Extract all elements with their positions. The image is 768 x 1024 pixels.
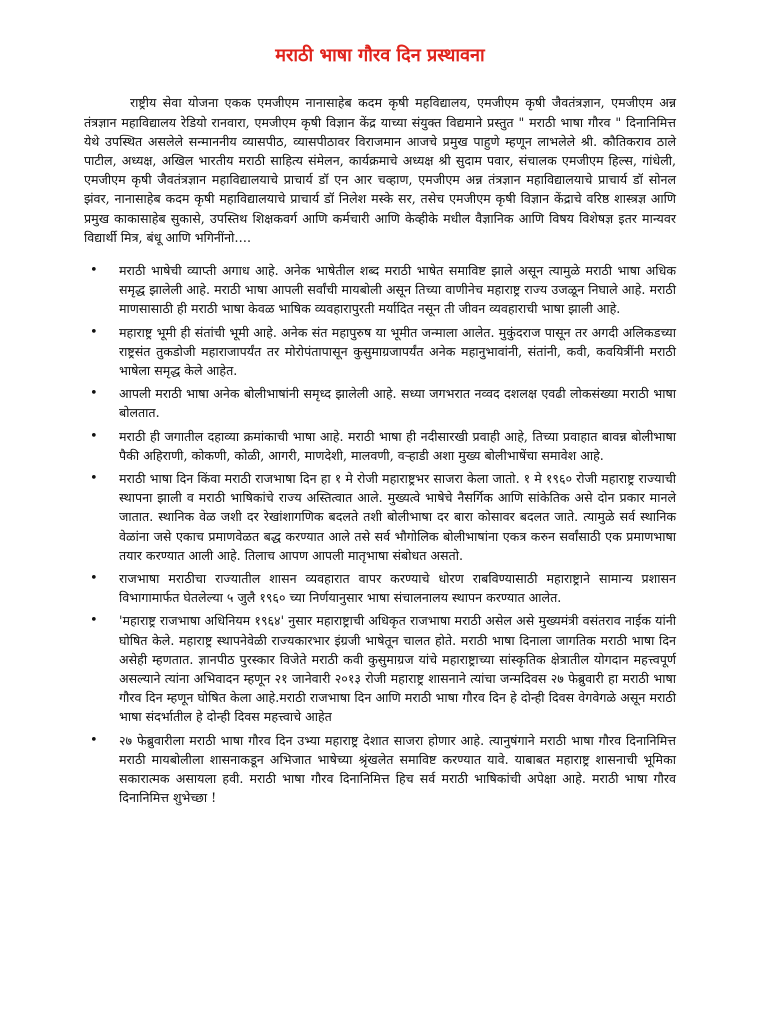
list-item-text: महाराष्ट्र भूमी ही संतांची भूमी आहे. अनेक संत महापुरुष या भूमीत जन्माला आलेत. मुकुंदराज पासून तर अगदी अलिकडच्या राष्ट्रसंत तुकडोजी महाराजापर्यंत तर मोरोपंतापासून कुसुमाग्रजापर्यंत अनेक महानुभावांनी, संतांनी, कवी, कवयित्रींनी मराठी भाषेला समृद्ध केले आहेत. [119,324,676,379]
list-item-text: आपली मराठी भाषा अनेक बोलीभाषांनी समृध्द झालेली आहे. सध्या जगभरात नव्वद दशलक्ष एवढी लोकसंख्या मराठी भाषा बोलतात. [119,386,676,421]
list-item [84,569,676,607]
list-item-text: मराठी भाषेची व्याप्ती अगाध आहे. अनेक भाषेतील शब्द मराठी भाषेत समाविष्ट झाले असून त्यामुळे मराठी भाषा अधिक समृद्ध झालेली आहे. मराठी भाषा आपली सर्वांची मायबोली असून तिच्या वाणीनेच महाराष्ट्र राज्य उजळून निघाले आहे. मराठी माणसासाठी ही मराठी भाषा केवळ भाषिक व्यवहारापुरती मर्यादित नसून ती जीवन व्यवहाराची भाषा झाली आहे. [119,263,676,317]
bullet-icon: • [90,613,98,629]
page-title: मराठी भाषा गौरव दिन प्रस्थावना [275,45,485,66]
bullet-icon: • [90,428,98,444]
bullet-icon: • [90,263,98,279]
list-item-text: मराठी भाषा दिन किंवा मराठी राजभाषा दिन हा १ मे रोजी महाराष्ट्रभर साजरा केला जातो. १ मे १९६० रोजी महाराष्ट्र राज्याची स्थापना झाली व मराठी भाषिकांचे राज्य अस्तित्वात आले. मुख्यत्वे भाषेचे नैसर्गिक आणि सांकेतिक असे दोन प्रकार मानले जातात. स्थानिक वेळ जशी दर रेखांशागणिक बदलते तशी बोलीभाषा दर बारा कोसावर बदलत जाते. त्यामुळे सर्व स्थानिक वेळांना जसे एकाच प्रमाणवेळत बद्ध करण्यात आले तसे सर्व भौगोलिक बोलीभाषांना एकत्र करुन सर्वांसाठी एक प्रमाणभाषा तयार करण्यात आली आहे. तिलाच आपण आपली मातृभाषा संबोधत असतो. [119,471,676,563]
list-item-text: मराठी ही जगातील दहाव्या क्रमांकाची भाषा आहे. मराठी भाषा ही नदीसारखी प्रवाही आहे, तिच्या प्रवाहात बावन्न बोलीभाषा पैकी अहिराणी, कोकणी, कोळी, आगरी, माणदेशी, मालवणी, वऱ्हाडी अशा मुख्य बोलीभाषेंचा समावेश आहे. [119,428,676,463]
list-item [84,469,676,565]
list-item [84,261,676,319]
list-item-text: राजभाषा मराठीचा राज्यातील शासन व्यवहारात वापर करण्याचे धोरण राबविण्यासाठी महाराष्ट्राने सामान्य प्रशासन विभागामार्फत घेतलेल्या ५ जुलै १९६० च्या निर्णयानुसार भाषा संचालनालय स्थापन करण्यात आलेत. [119,571,676,606]
bullet-icon: • [90,471,98,487]
bullet-icon: • [90,386,98,402]
points-list [84,261,676,807]
list-item [84,427,676,465]
list-item [84,611,676,726]
bullet-icon: • [90,324,98,340]
list-item-text: 'महाराष्ट्र राजभाषा अधिनियम १९६४' नुसार महाराष्ट्राची अधिकृत राजभाषा मराठी असेल असे मुख्यमंत्री वसंतराव नाईक यांनी घोषित केले. महाराष्ट्र स्थापनेवेळी राज्यकारभार इंग्रजी भाषेतून चालत होते. मराठी भाषा दिनाला जागतिक मराठी भाषा दिन असेही म्हणतात. ज्ञानपीठ पुरस्कार विजेते मराठी कवी कुसुमाग्रज यांचे महाराष्ट्राच्या सांस्कृतिक क्षेत्रातील योगदान महत्त्वपूर्ण असल्याने त्यांना अभिवादन म्हणून २१ जानेवारी २०१३ रोजी महाराष्ट्र शासनाने त्यांचा जन्मदिवस २७ फेब्रुवारी हा मराठी भाषा गौरव दिन म्हणून घोषित केला आहे.मराठी राजभाषा दिन आणि मराठी भाषा गौरव दिन हे दोन्ही दिवस वेगवेगळे असून मराठी भाषा संदर्भातील हे दोन्ही दिवस महत्त्वाचे आहेत [119,613,676,725]
list-item [84,384,676,422]
list-item [84,731,676,808]
intro-paragraph: राष्ट्रीय सेवा योजना एकक एमजीएम नानासाहेब कदम कृषी महविद्यालय, एमजीएम कृषी जैवतंत्रज्ञान, एमजीएम अन्न तंत्रज्ञान महाविद्यालय रेडियो रानवारा, एमजीएम कृषी विज्ञान केंद्र याच्या संयुक्त विद्यमाने प्रस्तुत " मराठी भाषा गौरव " दिनानिमित्त येथे उपस्थित असलेले सन्माननीय व्यासपीठ, व्यासपीठावर विराजमान आजचे प्रमुख पाहुणे म्हणून लाभलेले श्री. कौतिकराव ठाले पाटील, अध्यक्ष, अखिल भारतीय मराठी साहित्य संमेलन, कार्यक्रमाचे अध्यक्ष श्री सुदाम पवार, संचालक एमजीएम हिल्स, गांधेली, एमजीएम कृषी जैवतंत्रज्ञान महाविद्यालयाचे प्राचार्य डॉ एन आर चव्हाण, एमजीएम अन्न तंत्रज्ञान महाविद्यालयाचे प्राचार्य डॉ सोनल झंवर, नानासाहेब कदम कृषी महाविद्यालयाचे प्राचार्य डॉ निलेश मस्के सर, तसेच एमजीएम कृषी विज्ञान केंद्राचे वरिष्ठ शास्त्रज्ञ आणि प्रमुख काकासाहेब सुकासे, उपस्तिथ शिक्षकवर्ग आणि कर्मचारी आणि केव्हीके मधील वैज्ञानिक आणि विषय विशेषज्ञ इतर मान्यवर विद्यार्थी मित्र, बंधू आणि भगिनींनो…. [84,95,677,245]
bullet-icon: • [90,732,98,748]
bullet-icon: • [90,571,98,587]
list-item-text: २७ फेब्रुवारीला मराठी भाषा गौरव दिन उभ्या महाराष्ट्र देशात साजरा होणार आहे. त्यानुषंगाने मराठी भाषा गौरव दिनानिमित्त मराठी मायबोलीला शासनाकडून अभिजात भाषेच्या श्रृंखलेत समाविष्ट करण्यात यावे. याबाबत महाराष्ट्र शासनाची भूमिका सकारात्मक असायला हवी. मराठी भाषा गौरव दिनानिमित्त हिच सर्व मराठी भाषिकांची अपेक्षा आहे. मराठी भाषा गौरव दिनानिमित्त शुभेच्छा ! [119,732,676,806]
list-item [84,323,676,381]
